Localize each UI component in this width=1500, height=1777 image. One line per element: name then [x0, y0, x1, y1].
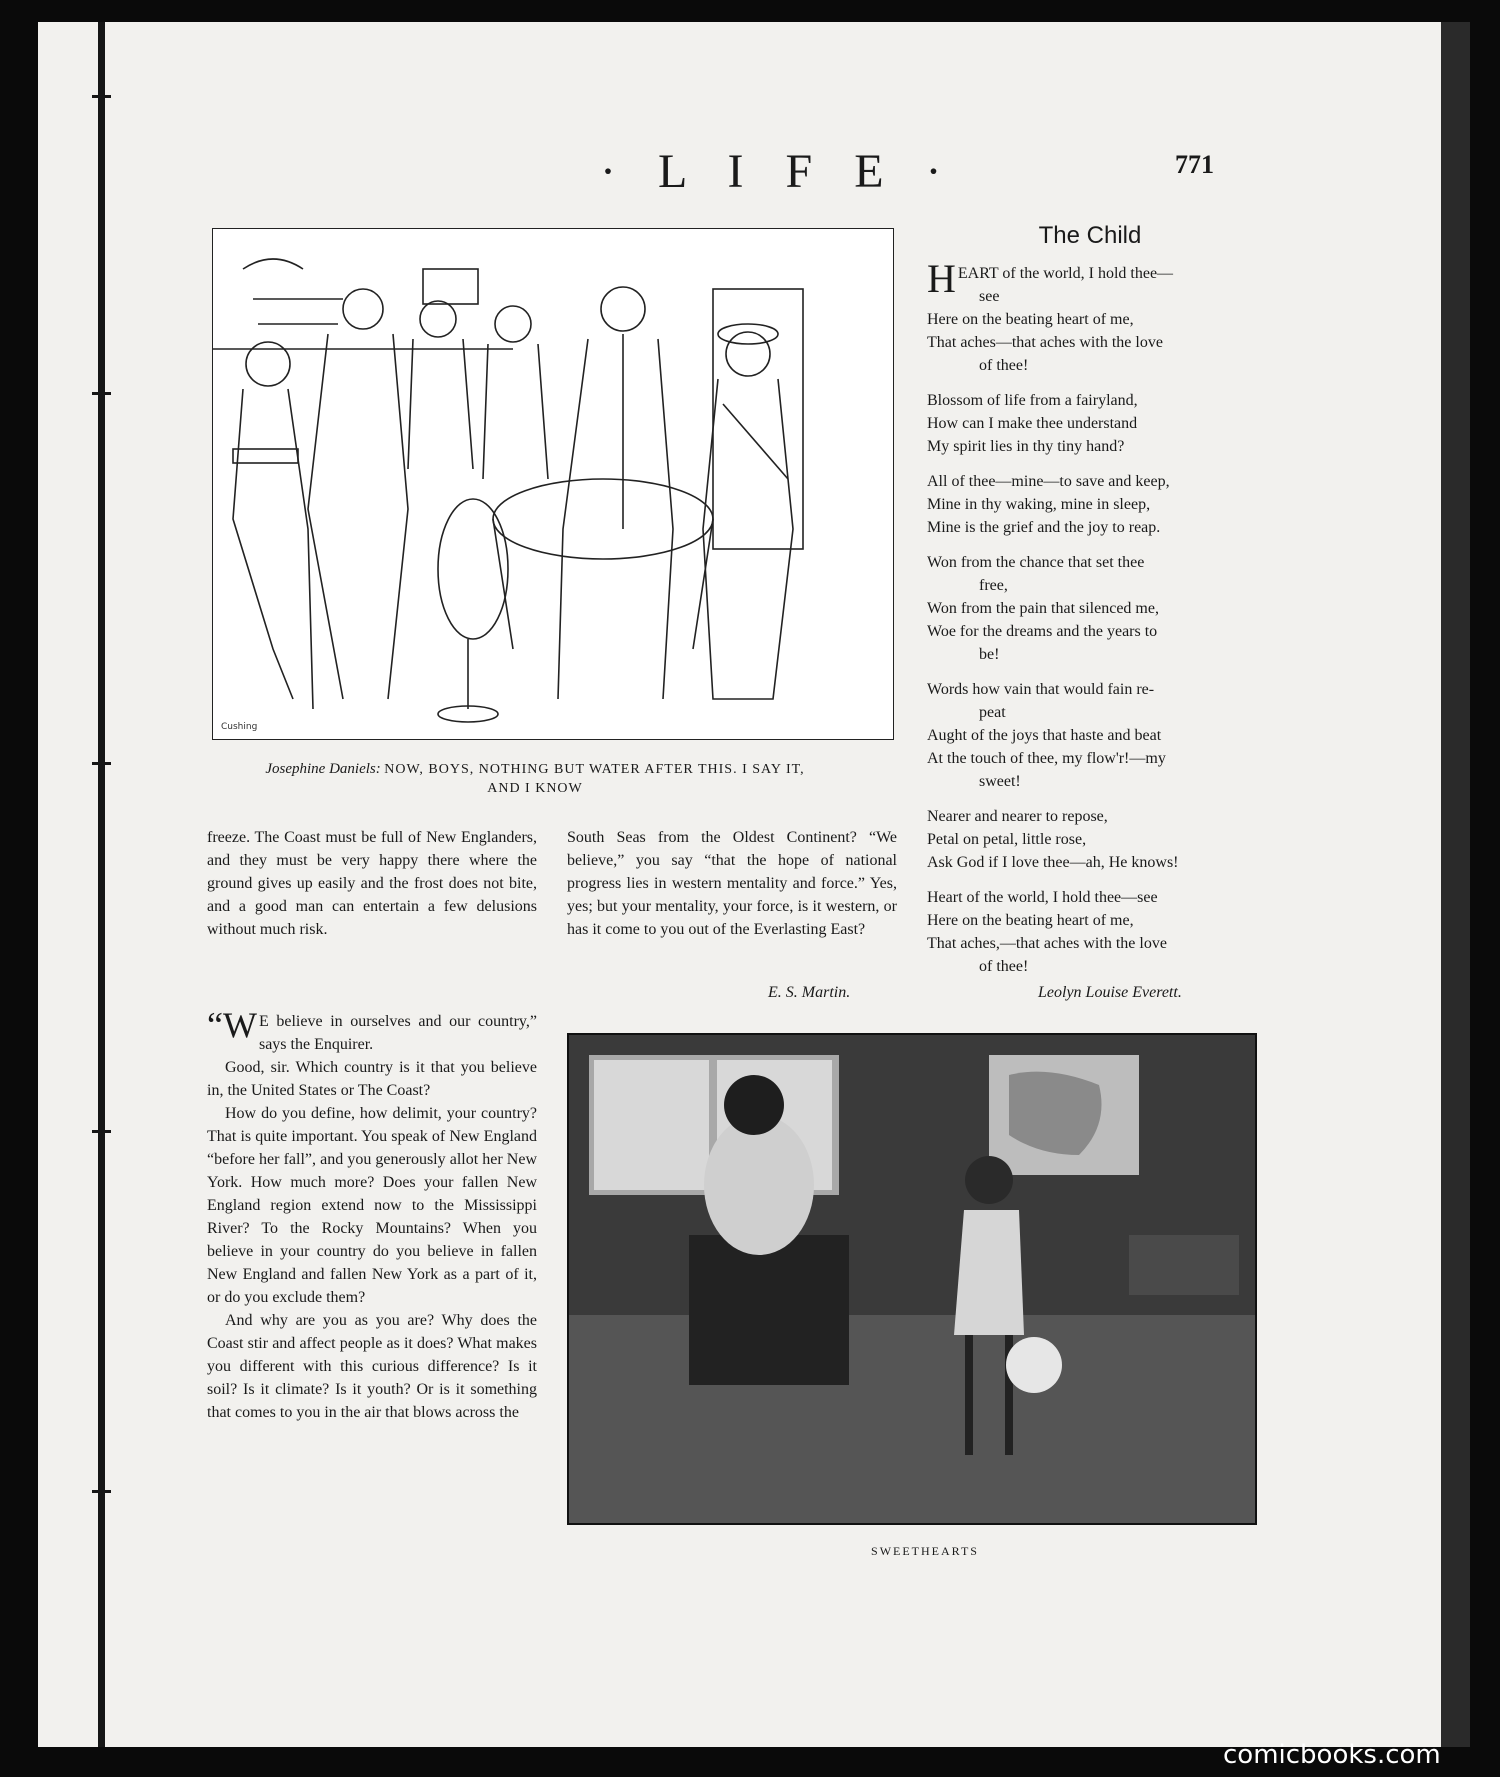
poem-line — [927, 620, 1262, 643]
poem-line — [927, 909, 1262, 932]
poem-line-text: Petal on petal, little rose, — [927, 831, 1087, 848]
poem-line — [927, 435, 1262, 458]
article-paragraph: freeze. The Coast must be full of New Englanders, and they must be very happy there where the ground gives up easily and the frost does not bite, and a good man can entertain a few delusions without much risk. — [207, 829, 537, 938]
classroom-photo — [569, 1035, 1255, 1523]
photo-sweethearts — [567, 1033, 1257, 1525]
poem-stanza — [927, 256, 1262, 377]
article-paragraph: And why are you as you are? Why does the Coast stir and affect people as it does? What makes you different with this curious difference? Is it soil? Is it climate? Is it youth? Or is it something that comes to you in the air that blows across the — [207, 1312, 537, 1421]
poem-line-text: be! — [979, 646, 1000, 663]
article-paragraph: How do you define, how delimit, your country? That is quite important. You speak of New England “before her fall”, and you generously allot her New York. How much more? Does your fallen New England region extend now to the Mississippi River? To the Rocky Mountains? When you believe in your country do you believe in fallen New England and fallen New York as a part of it, or do you exclude them? — [207, 1105, 537, 1306]
poem-line-text: Woe for the dreams and the years to — [927, 623, 1158, 640]
poem-line — [927, 828, 1262, 851]
poem-line-text: Mine is the grief and the joy to reap. — [927, 519, 1161, 536]
poem-line-text: Mine in thy waking, mine in sleep, — [927, 496, 1151, 513]
poem-line-text: EART of the world, I hold thee— — [957, 265, 1174, 282]
poem-line — [927, 574, 1262, 597]
poem-line — [927, 805, 1262, 828]
quote-text: E believe in ourselves and our country,” says the Enquirer. — [258, 1013, 537, 1053]
binding-stitch — [92, 1130, 111, 1133]
poem-line-text: That aches,—that aches with the love — [927, 935, 1167, 952]
article-column-1-bottom — [207, 1005, 537, 1424]
cartoon-caption — [190, 760, 880, 798]
poem-stanza — [927, 551, 1262, 666]
poem-line — [927, 412, 1262, 435]
poem-line — [927, 597, 1262, 620]
poem-line-text: Ask God if I love thee—ah, He knows! — [927, 854, 1179, 871]
poem-line-text: of thee! — [979, 357, 1029, 374]
poem-line-text: free, — [979, 577, 1008, 594]
poem-line-text: Blossom of life from a fairyland, — [927, 392, 1138, 409]
poem-line-text: of thee! — [979, 958, 1029, 975]
poem-line — [927, 701, 1262, 724]
article-signature: E. S. Martin. — [768, 984, 851, 1001]
photo-caption: SWEETHEARTS — [871, 1544, 979, 1558]
poem-line — [927, 516, 1262, 539]
poem-line-text: Words how vain that would fain re- — [927, 681, 1155, 698]
page-edge-shadow — [1441, 22, 1470, 1747]
poem-line — [927, 886, 1262, 909]
poem-line — [927, 955, 1262, 978]
poem-line — [927, 932, 1262, 955]
svg-text:Cushing: Cushing — [221, 722, 258, 732]
poem-stanza — [927, 678, 1262, 793]
poem-line-text: Won from the pain that silenced me, — [927, 600, 1159, 617]
masthead: · L I F E · — [600, 145, 957, 198]
poem-line — [927, 551, 1262, 574]
poem-line-text: Won from the chance that set thee — [927, 554, 1145, 571]
article-paragraph: South Seas from the Oldest Continent? “We believe,” you say “that the hope of national progress lies in western mentality and force.” Yes, yes; but your mentality, your force, is it western, or has it come to you out of the Everlasting East? — [567, 829, 897, 938]
watermark-logo: comicbooks.com — [1223, 1740, 1441, 1770]
poem-line — [927, 308, 1262, 331]
poem-line — [927, 493, 1262, 516]
poem-title: The Child — [1038, 222, 1142, 249]
poem-author: Leolyn Louise Everett. — [1038, 984, 1182, 1001]
poem-line-text: Aught of the joys that haste and beat — [927, 727, 1162, 744]
poem-line — [927, 354, 1262, 377]
article-paragraph: Good, sir. Which country is it that you believe in, the United States or The Coast? — [207, 1059, 537, 1099]
poem-line — [927, 470, 1262, 493]
binding-spine — [98, 22, 105, 1747]
poem-line — [927, 285, 1262, 308]
poem-line — [927, 747, 1262, 770]
binding-stitch — [92, 762, 111, 765]
poem-line — [927, 678, 1262, 701]
binding-stitch — [92, 1490, 111, 1493]
poem-line — [927, 724, 1262, 747]
poem-line-text: sweet! — [979, 773, 1021, 790]
poem-line-text: That aches—that aches with the love — [927, 334, 1163, 351]
poem-body — [927, 256, 1262, 990]
poem-line — [927, 643, 1262, 666]
poem-line-text: All of thee—mine—to save and keep, — [927, 473, 1170, 490]
caption-line-2: AND I KNOW — [487, 781, 583, 796]
poem-drop-cap: H — [927, 256, 956, 301]
poem-line — [927, 331, 1262, 354]
poem-line-text: Nearer and nearer to repose, — [927, 808, 1108, 825]
poem-line-text: Here on the beating heart of me, — [927, 311, 1134, 328]
poem-stanza — [927, 389, 1262, 458]
poem-line — [927, 851, 1262, 874]
cartoon-drawing — [213, 229, 893, 739]
page-number: 771 — [1175, 150, 1214, 179]
drop-cap: “W — [207, 1005, 257, 1045]
cartoon-illustration — [212, 228, 894, 740]
poem-stanza — [927, 470, 1262, 539]
poem-line-text: see — [979, 288, 1000, 305]
article-column-1-top — [207, 826, 537, 941]
poem-line-text: At the touch of thee, my flow'r!—my — [927, 750, 1166, 767]
poem-line-text: How can I make thee understand — [927, 415, 1138, 432]
article-column-2-top — [567, 826, 897, 941]
caption-speaker: Josephine Daniels: — [265, 761, 381, 777]
poem-line — [927, 770, 1262, 793]
poem-line — [927, 389, 1262, 412]
quote-paragraph — [207, 1005, 537, 1056]
caption-line-1: NOW, BOYS, NOTHING BUT WATER AFTER THIS. I SAY IT, — [384, 762, 805, 777]
poem-line-text: Here on the beating heart of me, — [927, 912, 1134, 929]
poem-line-text: Heart of the world, I hold thee—see — [927, 889, 1158, 906]
poem-line-text: peat — [979, 704, 1006, 721]
poem-stanza — [927, 886, 1262, 978]
binding-stitch — [92, 95, 111, 98]
binding-stitch — [92, 392, 111, 395]
poem-stanza — [927, 805, 1262, 874]
poem-line-text: My spirit lies in thy tiny hand? — [927, 438, 1125, 455]
